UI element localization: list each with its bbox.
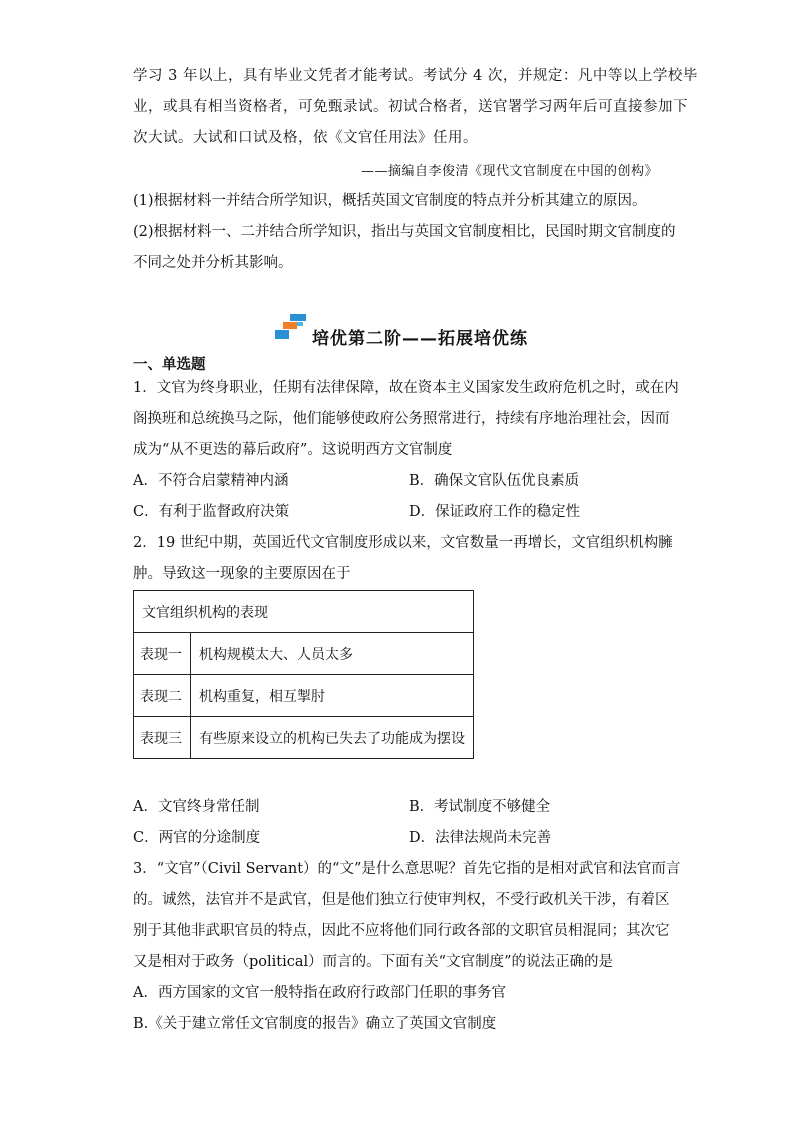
- q3-line-2: 的。诚然，法官并不是武官，但是他们独立行使审判权，不受行政机关干涉，有着区: [133, 892, 670, 908]
- table-row-label: 表现一: [134, 633, 191, 675]
- q3-option-b[interactable]: B.《关于建立常任文官制度的报告》确立了英国文官制度: [133, 1016, 497, 1032]
- table-row-label: 表现二: [134, 675, 191, 717]
- section-logo-icon: [274, 313, 308, 341]
- logo-block-bottom: [275, 330, 289, 339]
- logo-block-top: [290, 314, 306, 321]
- section-title: 培优第二阶——拓展培优练: [312, 329, 528, 349]
- table-row-text: 机构规模太大、人员太多: [191, 633, 474, 675]
- material-line-2: 业，或具有相当资格者，可免甄录试。初试合格者，送官署学习两年后可直接参加下: [133, 99, 688, 115]
- q1-line-1: 1．文官为终身职业，任期有法律保障，故在资本主义国家发生政府危机之时，或在内: [133, 380, 679, 396]
- table-row: [134, 633, 474, 675]
- table-row: [134, 675, 474, 717]
- question-1-text: (1)根据材料一并结合所学知识，概括英国文官制度的特点并分析其建立的原因。: [133, 193, 647, 209]
- q1-line-3: 成为“从不更迭的幕后政府”。这说明西方文官制度: [133, 442, 453, 458]
- material-line-3: 次大试。大试和口试及格，依《文官任用法》任用。: [133, 130, 478, 146]
- logo-block-mid: [283, 322, 297, 329]
- material-source: ——摘编自李俊清《现代文官制度在中国的创构》: [360, 164, 658, 179]
- q3-line-1: 3．“文官”（Civil Servant）的“文”是什么意思呢？首先它指的是相对武官和法官而言: [133, 861, 681, 877]
- q2-option-c[interactable]: C．两官的分途制度: [133, 830, 261, 846]
- q1-option-b[interactable]: B．确保文官队伍优良素质: [409, 473, 580, 489]
- logo-block-accent: [297, 322, 303, 326]
- q2-option-b[interactable]: B．考试制度不够健全: [409, 799, 551, 815]
- q2-line-1: 2．19 世纪中期，英国近代文官制度形成以来，文官数量一再增长，文官组织机构臃: [133, 535, 673, 551]
- q1-option-c[interactable]: C．有利于监督政府决策: [133, 504, 290, 520]
- q2-option-a[interactable]: A．文官终身常任制: [133, 799, 260, 815]
- material-line-1: 学习 3 年以上，具有毕业文凭者才能考试。考试分 4 次，并规定：凡中等以上学校毕: [133, 68, 698, 84]
- q1-line-2: 阁换班和总统换马之际，他们能够使政府公务照常进行，持续有序地治理社会，因而: [133, 411, 670, 427]
- table-row: [134, 717, 474, 759]
- table-row-text: 机构重复，相互掣肘: [191, 675, 474, 717]
- q2-table: [133, 590, 474, 759]
- section-heading: 一、单选题: [133, 357, 206, 373]
- question-2-text-line-1: (2)根据材料一、二并结合所学知识，指出与英国文官制度相比，民国时期文官制度的: [133, 224, 676, 240]
- table-row-label: 表现三: [134, 717, 191, 759]
- table-row-text: 有些原来设立的机构已失去了功能成为摆设: [191, 717, 474, 759]
- q3-line-4: 又是相对于政务（political）而言的。下面有关“文官制度”的说法正确的是: [133, 954, 613, 970]
- table-header-row: [134, 591, 474, 633]
- q1-option-d[interactable]: D．保证政府工作的稳定性: [409, 504, 581, 520]
- table-header: 文官组织机构的表现: [134, 591, 474, 633]
- q3-line-3: 别于其他非武职官员的特点，因此不应将他们同行政各部的文职官员相混同；其次它: [133, 923, 670, 939]
- q2-line-2: 肿。导致这一现象的主要原因在于: [133, 566, 351, 582]
- q3-option-a[interactable]: A．西方国家的文官一般特指在政府行政部门任职的事务官: [133, 985, 506, 1001]
- q1-option-a[interactable]: A．不符合启蒙精神内涵: [133, 473, 289, 489]
- q2-option-d[interactable]: D．法律法规尚未完善: [409, 830, 552, 846]
- question-2-text-line-2: 不同之处并分析其影响。: [133, 255, 293, 271]
